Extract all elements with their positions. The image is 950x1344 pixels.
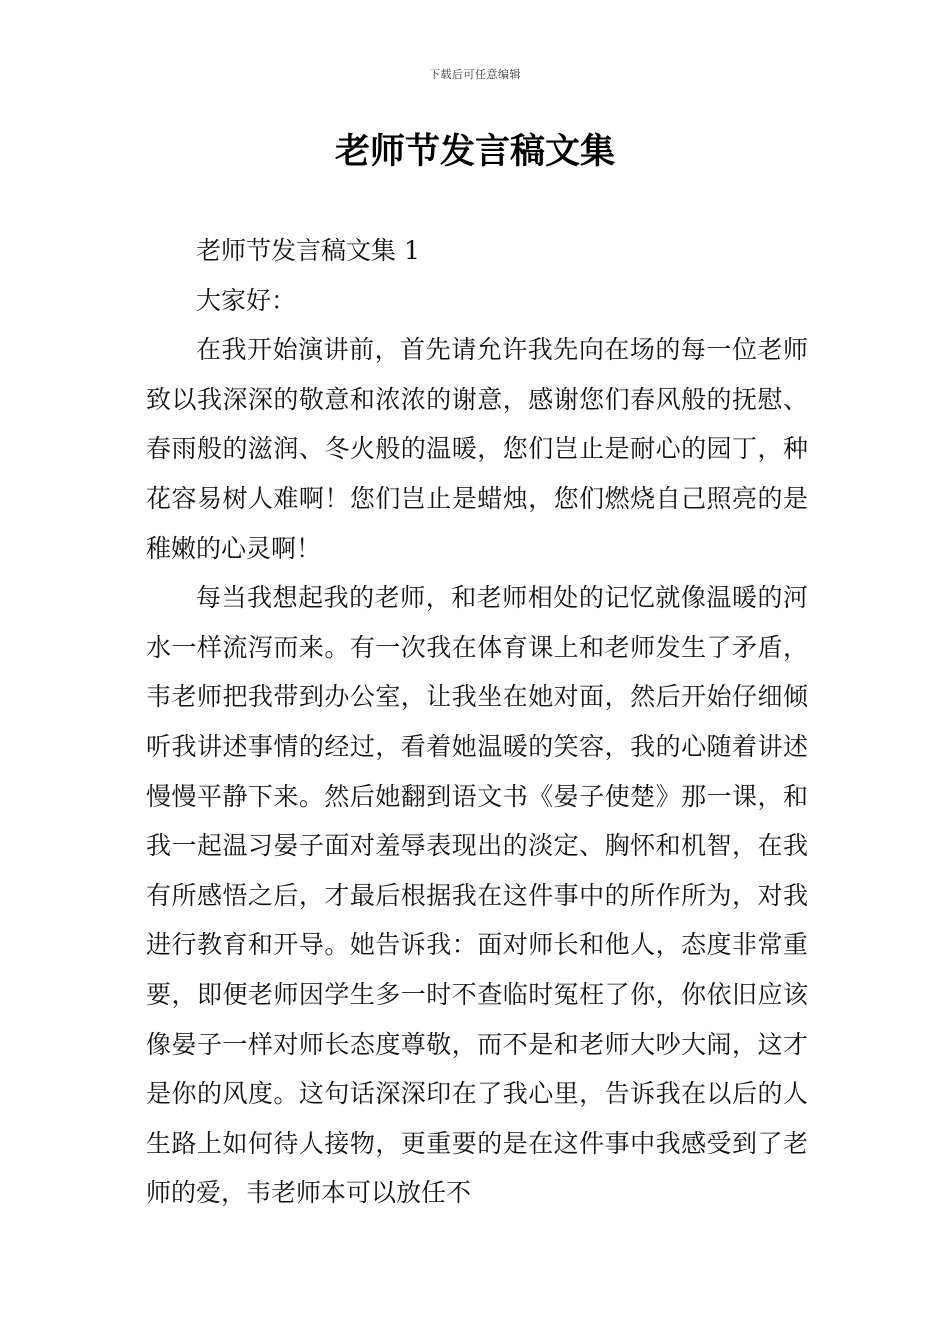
document-body [146,226,808,1218]
document-title: 老师节发言稿文集 [334,132,615,172]
body-paragraph: 每当我想起我的老师，和老师相处的记忆就像温暖的河水一样流泻而来。有一次我在体育课上和老师发生了矛盾，韦老师把我带到办公室，让我坐在她对面，然后开始仔细倾听我讲述事情的经过，看着她温暖的笑容，我的心随着讲述慢慢平静下来。然后她翻到语文书《晏子使楚》那一课，和我一起温习晏子面对羞辱表现出的淡定、胸怀和机智，在我有所感悟之后，才最后根据我在这件事中的所作所为，对我进行教育和开导。她告诉我：面对师长和他人，态度非常重要，即便老师因学生多一时不查临时冤枉了你，你依旧应该像晏子一样对师长态度尊敬，而不是和老师大吵大闹，这才是你的风度。这句话深深印在了我心里，告诉我在以后的人生路上如何待人接物，更重要的是在这件事中我感受到了老师的爱，韦老师本可以放任不 [146,583,808,1208]
section-heading: 老师节发言稿文集 1 [196,236,420,265]
salutation: 大家好： [196,285,297,315]
header-note: 下载后可任意编辑 [429,68,521,81]
body-paragraph: 在我开始演讲前，首先请允许我先向在场的每一位老师致以我深深的敬意和浓浓的谢意，感谢您们春风般的抚慰、春雨般的滋润、冬火般的温暖，您们岂止是耐心的园丁，种花容易树人难啊！您们岂止是蜡烛，您们燃烧自己照亮的是稚嫩的心灵啊！ [146,335,808,563]
